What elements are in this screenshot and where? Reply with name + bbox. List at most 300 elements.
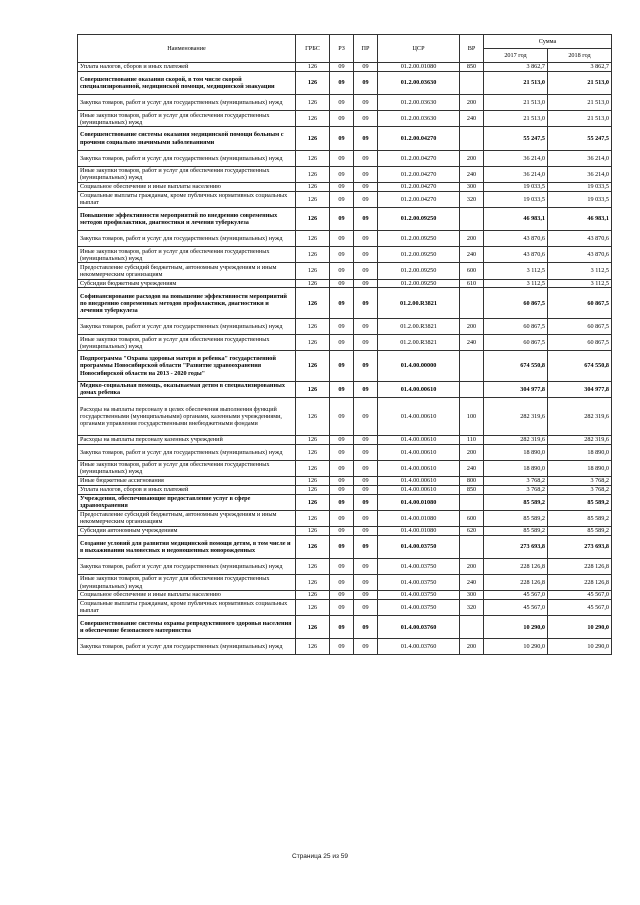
table-row (78, 381, 612, 397)
table-row (78, 247, 612, 263)
cell-csr: 01.2.00.04270 (378, 182, 460, 191)
cell-s2018: 85 589,2 (548, 526, 612, 535)
cell-csr: 01.2.00.09250 (378, 247, 460, 263)
cell-pr: 09 (354, 558, 378, 574)
cell-name: Подпрограмма "Охрана здоровья матери и ребенка" государственной программы Новосибирской области "Развитие здравоохранения Новосибирской области на 2013 - 2020 годы" (78, 351, 296, 382)
cell-s2017: 43 870,6 (484, 231, 548, 247)
cell-grbs: 126 (296, 150, 330, 166)
cell-pr: 09 (354, 591, 378, 600)
cell-grbs: 126 (296, 247, 330, 263)
cell-vr: 240 (460, 335, 484, 351)
cell-pr: 09 (354, 460, 378, 476)
cell-csr: 01.2.00.01080 (378, 63, 460, 72)
table-row (78, 63, 612, 72)
cell-rz: 09 (330, 599, 354, 615)
cell-rz: 09 (330, 381, 354, 397)
cell-s2017: 18 890,0 (484, 460, 548, 476)
cell-name: Повышение эффективности мероприятий по внедрению современных методов профилактики, диагностики и лечения туберкулеза (78, 207, 296, 230)
cell-name: Медико-социальная помощь, оказываемая детям в специализированных домах ребенка (78, 381, 296, 397)
cell-csr: 01.2.00.03630 (378, 71, 460, 94)
cell-s2018: 36 214,0 (548, 166, 612, 182)
cell-s2018: 60 867,5 (548, 319, 612, 335)
cell-s2017: 21 513,0 (484, 71, 548, 94)
cell-name: Расходы на выплаты персоналу в целях обеспечения выполнения функций государственными (муниципальными) органами, казенными учреждениями, органами управления государственными внебюджетными фондами (78, 397, 296, 435)
cell-pr: 09 (354, 231, 378, 247)
cell-vr: 200 (460, 444, 484, 460)
cell-s2018: 43 870,6 (548, 247, 612, 263)
cell-rz: 09 (330, 150, 354, 166)
cell-csr: 01.4.00.01080 (378, 494, 460, 510)
cell-name: Расходы на выплаты персоналу казенных учреждений (78, 435, 296, 444)
header-grbs: ГРБС (296, 35, 330, 63)
cell-grbs: 126 (296, 444, 330, 460)
cell-vr: 240 (460, 460, 484, 476)
cell-s2018: 273 693,8 (548, 535, 612, 558)
table-row (78, 435, 612, 444)
cell-name: Социальные выплаты гражданам, кроме публичных нормативных социальных выплат (78, 191, 296, 207)
table-row (78, 71, 612, 94)
cell-pr: 09 (354, 435, 378, 444)
cell-pr: 09 (354, 485, 378, 494)
cell-s2017: 273 693,8 (484, 535, 548, 558)
table-header (78, 35, 612, 63)
cell-s2018: 46 983,1 (548, 207, 612, 230)
cell-rz: 09 (330, 191, 354, 207)
cell-s2017: 3 112,5 (484, 279, 548, 288)
cell-grbs: 126 (296, 558, 330, 574)
table-row (78, 263, 612, 279)
cell-rz: 09 (330, 575, 354, 591)
cell-vr: 600 (460, 510, 484, 526)
cell-rz: 09 (330, 231, 354, 247)
cell-rz: 09 (330, 494, 354, 510)
cell-rz: 09 (330, 207, 354, 230)
cell-vr: 300 (460, 591, 484, 600)
cell-pr: 09 (354, 599, 378, 615)
cell-s2017: 18 890,0 (484, 444, 548, 460)
cell-grbs: 126 (296, 510, 330, 526)
cell-grbs: 126 (296, 485, 330, 494)
cell-name: Социальное обеспечение и иные выплаты населению (78, 182, 296, 191)
cell-pr: 09 (354, 263, 378, 279)
cell-pr: 09 (354, 381, 378, 397)
cell-name: Предоставление субсидий бюджетным, автономным учреждениям и иным некоммерческим организациям (78, 510, 296, 526)
cell-s2017: 55 247,5 (484, 127, 548, 150)
cell-vr (460, 351, 484, 382)
cell-vr: 200 (460, 558, 484, 574)
cell-pr: 09 (354, 397, 378, 435)
cell-pr: 09 (354, 207, 378, 230)
table-row (78, 460, 612, 476)
cell-vr: 110 (460, 435, 484, 444)
cell-pr: 09 (354, 319, 378, 335)
cell-rz: 09 (330, 476, 354, 485)
cell-rz: 09 (330, 263, 354, 279)
cell-s2018: 19 033,5 (548, 191, 612, 207)
cell-s2017: 36 214,0 (484, 166, 548, 182)
cell-csr: 01.4.00.03750 (378, 599, 460, 615)
table-row (78, 279, 612, 288)
table-row (78, 166, 612, 182)
cell-grbs: 126 (296, 575, 330, 591)
cell-grbs: 126 (296, 319, 330, 335)
cell-pr: 09 (354, 335, 378, 351)
cell-pr: 09 (354, 191, 378, 207)
cell-rz: 09 (330, 279, 354, 288)
cell-s2017: 3 768,2 (484, 476, 548, 485)
cell-vr: 300 (460, 182, 484, 191)
header-csr: ЦСР (378, 35, 460, 63)
cell-vr: 610 (460, 279, 484, 288)
cell-s2018: 55 247,5 (548, 127, 612, 150)
cell-pr: 09 (354, 351, 378, 382)
cell-grbs: 126 (296, 71, 330, 94)
cell-name: Софинансирование расходов на повышение эффективности мероприятий по внедрению современных методов профилактики, диагностики и лечения туберкулеза (78, 288, 296, 319)
cell-s2018: 21 513,0 (548, 111, 612, 127)
header-vr: ВР (460, 35, 484, 63)
cell-rz: 09 (330, 127, 354, 150)
table-row (78, 182, 612, 191)
cell-csr: 01.2.00.04270 (378, 191, 460, 207)
cell-grbs: 126 (296, 166, 330, 182)
cell-s2017: 60 867,5 (484, 335, 548, 351)
cell-grbs: 126 (296, 526, 330, 535)
cell-grbs: 126 (296, 95, 330, 111)
cell-csr: 01.4.00.00610 (378, 397, 460, 435)
table-row (78, 639, 612, 655)
cell-s2017: 304 977,8 (484, 381, 548, 397)
cell-vr (460, 616, 484, 639)
cell-vr: 620 (460, 526, 484, 535)
cell-grbs: 126 (296, 535, 330, 558)
cell-s2018: 43 870,6 (548, 231, 612, 247)
cell-vr: 240 (460, 111, 484, 127)
cell-csr: 01.4.00.00610 (378, 476, 460, 485)
cell-grbs: 126 (296, 397, 330, 435)
cell-csr: 01.4.00.00610 (378, 381, 460, 397)
cell-rz: 09 (330, 639, 354, 655)
cell-csr: 01.4.00.00610 (378, 444, 460, 460)
cell-pr: 09 (354, 166, 378, 182)
cell-pr: 09 (354, 494, 378, 510)
cell-s2018: 18 890,0 (548, 460, 612, 476)
cell-name: Иные бюджетные ассигнования (78, 476, 296, 485)
table-row (78, 351, 612, 382)
cell-pr: 09 (354, 288, 378, 319)
cell-s2017: 45 567,0 (484, 591, 548, 600)
cell-rz: 09 (330, 351, 354, 382)
cell-rz: 09 (330, 247, 354, 263)
cell-csr: 01.4.00.03750 (378, 558, 460, 574)
table-row (78, 335, 612, 351)
cell-csr: 01.4.00.03760 (378, 616, 460, 639)
cell-s2018: 60 867,5 (548, 288, 612, 319)
cell-vr (460, 381, 484, 397)
cell-grbs: 126 (296, 616, 330, 639)
cell-grbs: 126 (296, 207, 330, 230)
header-pr: ПР (354, 35, 378, 63)
cell-csr: 01.2.00.09250 (378, 279, 460, 288)
table-row (78, 476, 612, 485)
header-2017: 2017 год (484, 49, 548, 63)
cell-s2017: 282 319,6 (484, 435, 548, 444)
cell-grbs: 126 (296, 191, 330, 207)
table-row (78, 150, 612, 166)
table-body (78, 63, 612, 655)
cell-s2017: 3 112,5 (484, 263, 548, 279)
cell-s2018: 18 890,0 (548, 444, 612, 460)
cell-csr: 01.2.00.04270 (378, 127, 460, 150)
cell-csr: 01.2.00.R3821 (378, 288, 460, 319)
cell-pr: 09 (354, 127, 378, 150)
cell-s2017: 3 768,2 (484, 485, 548, 494)
cell-s2017: 85 589,2 (484, 526, 548, 535)
cell-csr: 01.4.00.03750 (378, 575, 460, 591)
cell-vr: 100 (460, 397, 484, 435)
cell-grbs: 126 (296, 494, 330, 510)
cell-name: Иные закупки товаров, работ и услуг для обеспечения государственных (муниципальных) нужд (78, 575, 296, 591)
cell-s2018: 282 319,6 (548, 435, 612, 444)
cell-rz: 09 (330, 558, 354, 574)
cell-grbs: 126 (296, 63, 330, 72)
cell-s2017: 60 867,5 (484, 319, 548, 335)
cell-s2017: 45 567,0 (484, 599, 548, 615)
cell-grbs: 126 (296, 111, 330, 127)
cell-csr: 01.2.00.04270 (378, 166, 460, 182)
cell-grbs: 126 (296, 263, 330, 279)
cell-pr: 09 (354, 444, 378, 460)
cell-name: Предоставление субсидий бюджетным, автономным учреждениям и иным некоммерческим организациям (78, 263, 296, 279)
table-row (78, 231, 612, 247)
header-name: Наименование (78, 35, 296, 63)
cell-vr: 200 (460, 231, 484, 247)
cell-grbs: 126 (296, 476, 330, 485)
cell-vr: 200 (460, 639, 484, 655)
cell-csr: 01.4.00.03760 (378, 639, 460, 655)
cell-csr: 01.2.00.04270 (378, 150, 460, 166)
cell-pr: 09 (354, 616, 378, 639)
cell-vr: 200 (460, 150, 484, 166)
cell-grbs: 126 (296, 591, 330, 600)
cell-s2017: 282 319,6 (484, 397, 548, 435)
table-row (78, 288, 612, 319)
cell-name: Закупка товаров, работ и услуг для государственных (муниципальных) нужд (78, 231, 296, 247)
cell-csr: 01.4.00.00610 (378, 435, 460, 444)
cell-s2017: 19 033,5 (484, 182, 548, 191)
cell-rz: 09 (330, 435, 354, 444)
cell-vr: 240 (460, 166, 484, 182)
table-row (78, 207, 612, 230)
cell-csr: 01.2.00.03630 (378, 95, 460, 111)
cell-csr: 01.4.00.01080 (378, 510, 460, 526)
cell-csr: 01.2.00.03630 (378, 111, 460, 127)
cell-s2017: 228 126,8 (484, 558, 548, 574)
cell-pr: 09 (354, 95, 378, 111)
cell-vr: 850 (460, 485, 484, 494)
cell-pr: 09 (354, 575, 378, 591)
cell-s2018: 45 567,0 (548, 599, 612, 615)
cell-s2018: 228 126,8 (548, 558, 612, 574)
cell-rz: 09 (330, 535, 354, 558)
table-row (78, 558, 612, 574)
cell-name: Субсидии автономным учреждениям (78, 526, 296, 535)
cell-s2017: 21 513,0 (484, 111, 548, 127)
cell-s2018: 19 033,5 (548, 182, 612, 191)
cell-pr: 09 (354, 279, 378, 288)
cell-csr: 01.2.00.R3821 (378, 335, 460, 351)
cell-s2018: 304 977,8 (548, 381, 612, 397)
cell-rz: 09 (330, 166, 354, 182)
cell-name: Иные закупки товаров, работ и услуг для обеспечения государственных (муниципальных) нужд (78, 247, 296, 263)
table-row (78, 575, 612, 591)
cell-grbs: 126 (296, 639, 330, 655)
cell-s2017: 43 870,6 (484, 247, 548, 263)
cell-name: Закупка товаров, работ и услуг для государственных (муниципальных) нужд (78, 444, 296, 460)
cell-csr: 01.4.00.00610 (378, 485, 460, 494)
cell-rz: 09 (330, 288, 354, 319)
cell-name: Совершенствование системы оказания медицинской помощи больным с прочими социально значимыми заболеваниями (78, 127, 296, 150)
cell-s2017: 85 589,2 (484, 494, 548, 510)
table-row (78, 485, 612, 494)
cell-rz: 09 (330, 71, 354, 94)
cell-s2018: 3 862,7 (548, 63, 612, 72)
cell-name: Иные закупки товаров, работ и услуг для обеспечения государственных (муниципальных) нужд (78, 460, 296, 476)
cell-grbs: 126 (296, 279, 330, 288)
table-row (78, 599, 612, 615)
cell-name: Закупка товаров, работ и услуг для государственных (муниципальных) нужд (78, 639, 296, 655)
cell-rz: 09 (330, 319, 354, 335)
cell-rz: 09 (330, 485, 354, 494)
page-number: Страница 25 из 59 (292, 853, 348, 860)
cell-csr: 01.4.00.00000 (378, 351, 460, 382)
cell-csr: 01.4.00.01080 (378, 526, 460, 535)
cell-name: Совершенствование оказания скорой, в том числе скорой специализированной, медицинской помощи, медицинской эвакуации (78, 71, 296, 94)
cell-pr: 09 (354, 247, 378, 263)
cell-s2017: 85 589,2 (484, 510, 548, 526)
cell-name: Социальное обеспечение и иные выплаты населению (78, 591, 296, 600)
table-row (78, 526, 612, 535)
cell-pr: 09 (354, 182, 378, 191)
cell-s2017: 19 033,5 (484, 191, 548, 207)
table-row (78, 535, 612, 558)
cell-grbs: 126 (296, 381, 330, 397)
cell-name: Учреждения, обеспечивающие предоставление услуг в сфере здравоохранения (78, 494, 296, 510)
table-row (78, 494, 612, 510)
cell-s2018: 282 319,6 (548, 397, 612, 435)
cell-csr: 01.4.00.03750 (378, 535, 460, 558)
cell-s2018: 674 550,8 (548, 351, 612, 382)
cell-name: Иные закупки товаров, работ и услуг для обеспечения государственных (муниципальных) нужд (78, 335, 296, 351)
table-row (78, 510, 612, 526)
header-2018: 2018 год (548, 49, 612, 63)
cell-name: Социальные выплаты гражданам, кроме публичных нормативных социальных выплат (78, 599, 296, 615)
cell-s2018: 21 513,0 (548, 95, 612, 111)
cell-vr: 320 (460, 599, 484, 615)
cell-s2017: 21 513,0 (484, 95, 548, 111)
cell-csr: 01.4.00.03750 (378, 591, 460, 600)
cell-s2017: 60 867,5 (484, 288, 548, 319)
cell-vr: 200 (460, 319, 484, 335)
cell-name: Иные закупки товаров, работ и услуг для обеспечения государственных (муниципальных) нужд (78, 166, 296, 182)
budget-table (77, 34, 612, 655)
cell-csr: 01.4.00.00610 (378, 460, 460, 476)
cell-rz: 09 (330, 510, 354, 526)
cell-name: Иные закупки товаров, работ и услуг для обеспечения государственных (муниципальных) нужд (78, 111, 296, 127)
cell-pr: 09 (354, 526, 378, 535)
cell-s2018: 3 112,5 (548, 263, 612, 279)
cell-vr (460, 535, 484, 558)
cell-s2017: 228 126,8 (484, 575, 548, 591)
cell-name: Субсидии бюджетным учреждениям (78, 279, 296, 288)
cell-pr: 09 (354, 63, 378, 72)
cell-grbs: 126 (296, 288, 330, 319)
cell-pr: 09 (354, 476, 378, 485)
cell-grbs: 126 (296, 435, 330, 444)
cell-s2018: 3 768,2 (548, 485, 612, 494)
cell-s2017: 46 983,1 (484, 207, 548, 230)
cell-rz: 09 (330, 460, 354, 476)
table-row (78, 127, 612, 150)
cell-s2018: 60 867,5 (548, 335, 612, 351)
cell-s2018: 85 589,2 (548, 494, 612, 510)
cell-s2018: 10 290,0 (548, 639, 612, 655)
cell-rz: 09 (330, 526, 354, 535)
cell-s2018: 21 513,0 (548, 71, 612, 94)
cell-vr (460, 207, 484, 230)
cell-rz: 09 (330, 335, 354, 351)
cell-vr: 240 (460, 247, 484, 263)
cell-pr: 09 (354, 111, 378, 127)
table-row (78, 111, 612, 127)
cell-vr: 600 (460, 263, 484, 279)
cell-s2018: 3 768,2 (548, 476, 612, 485)
cell-vr (460, 71, 484, 94)
cell-s2018: 45 567,0 (548, 591, 612, 600)
header-sums: Сумма (484, 35, 612, 49)
cell-grbs: 126 (296, 460, 330, 476)
cell-s2017: 3 862,7 (484, 63, 548, 72)
cell-csr: 01.2.00.09250 (378, 263, 460, 279)
cell-name: Закупка товаров, работ и услуг для государственных (муниципальных) нужд (78, 95, 296, 111)
cell-csr: 01.2.00.09250 (378, 231, 460, 247)
table-row (78, 444, 612, 460)
table-row (78, 95, 612, 111)
cell-s2018: 36 214,0 (548, 150, 612, 166)
cell-vr: 850 (460, 63, 484, 72)
cell-vr (460, 127, 484, 150)
cell-s2017: 10 290,0 (484, 639, 548, 655)
cell-pr: 09 (354, 510, 378, 526)
cell-name: Создание условий для развития медицинской помощи детям, в том числе и в выхаживании маловесных и недоношенных новорожденных (78, 535, 296, 558)
table-row (78, 319, 612, 335)
cell-pr: 09 (354, 535, 378, 558)
cell-vr: 800 (460, 476, 484, 485)
table-row (78, 191, 612, 207)
cell-grbs: 126 (296, 231, 330, 247)
cell-s2017: 10 290,0 (484, 616, 548, 639)
header-rz: РЗ (330, 35, 354, 63)
cell-grbs: 126 (296, 182, 330, 191)
table-row (78, 616, 612, 639)
cell-name: Закупка товаров, работ и услуг для государственных (муниципальных) нужд (78, 150, 296, 166)
cell-rz: 09 (330, 182, 354, 191)
cell-s2018: 228 126,8 (548, 575, 612, 591)
cell-rz: 09 (330, 616, 354, 639)
cell-grbs: 126 (296, 351, 330, 382)
cell-s2018: 10 290,0 (548, 616, 612, 639)
cell-vr: 320 (460, 191, 484, 207)
table-row (78, 591, 612, 600)
